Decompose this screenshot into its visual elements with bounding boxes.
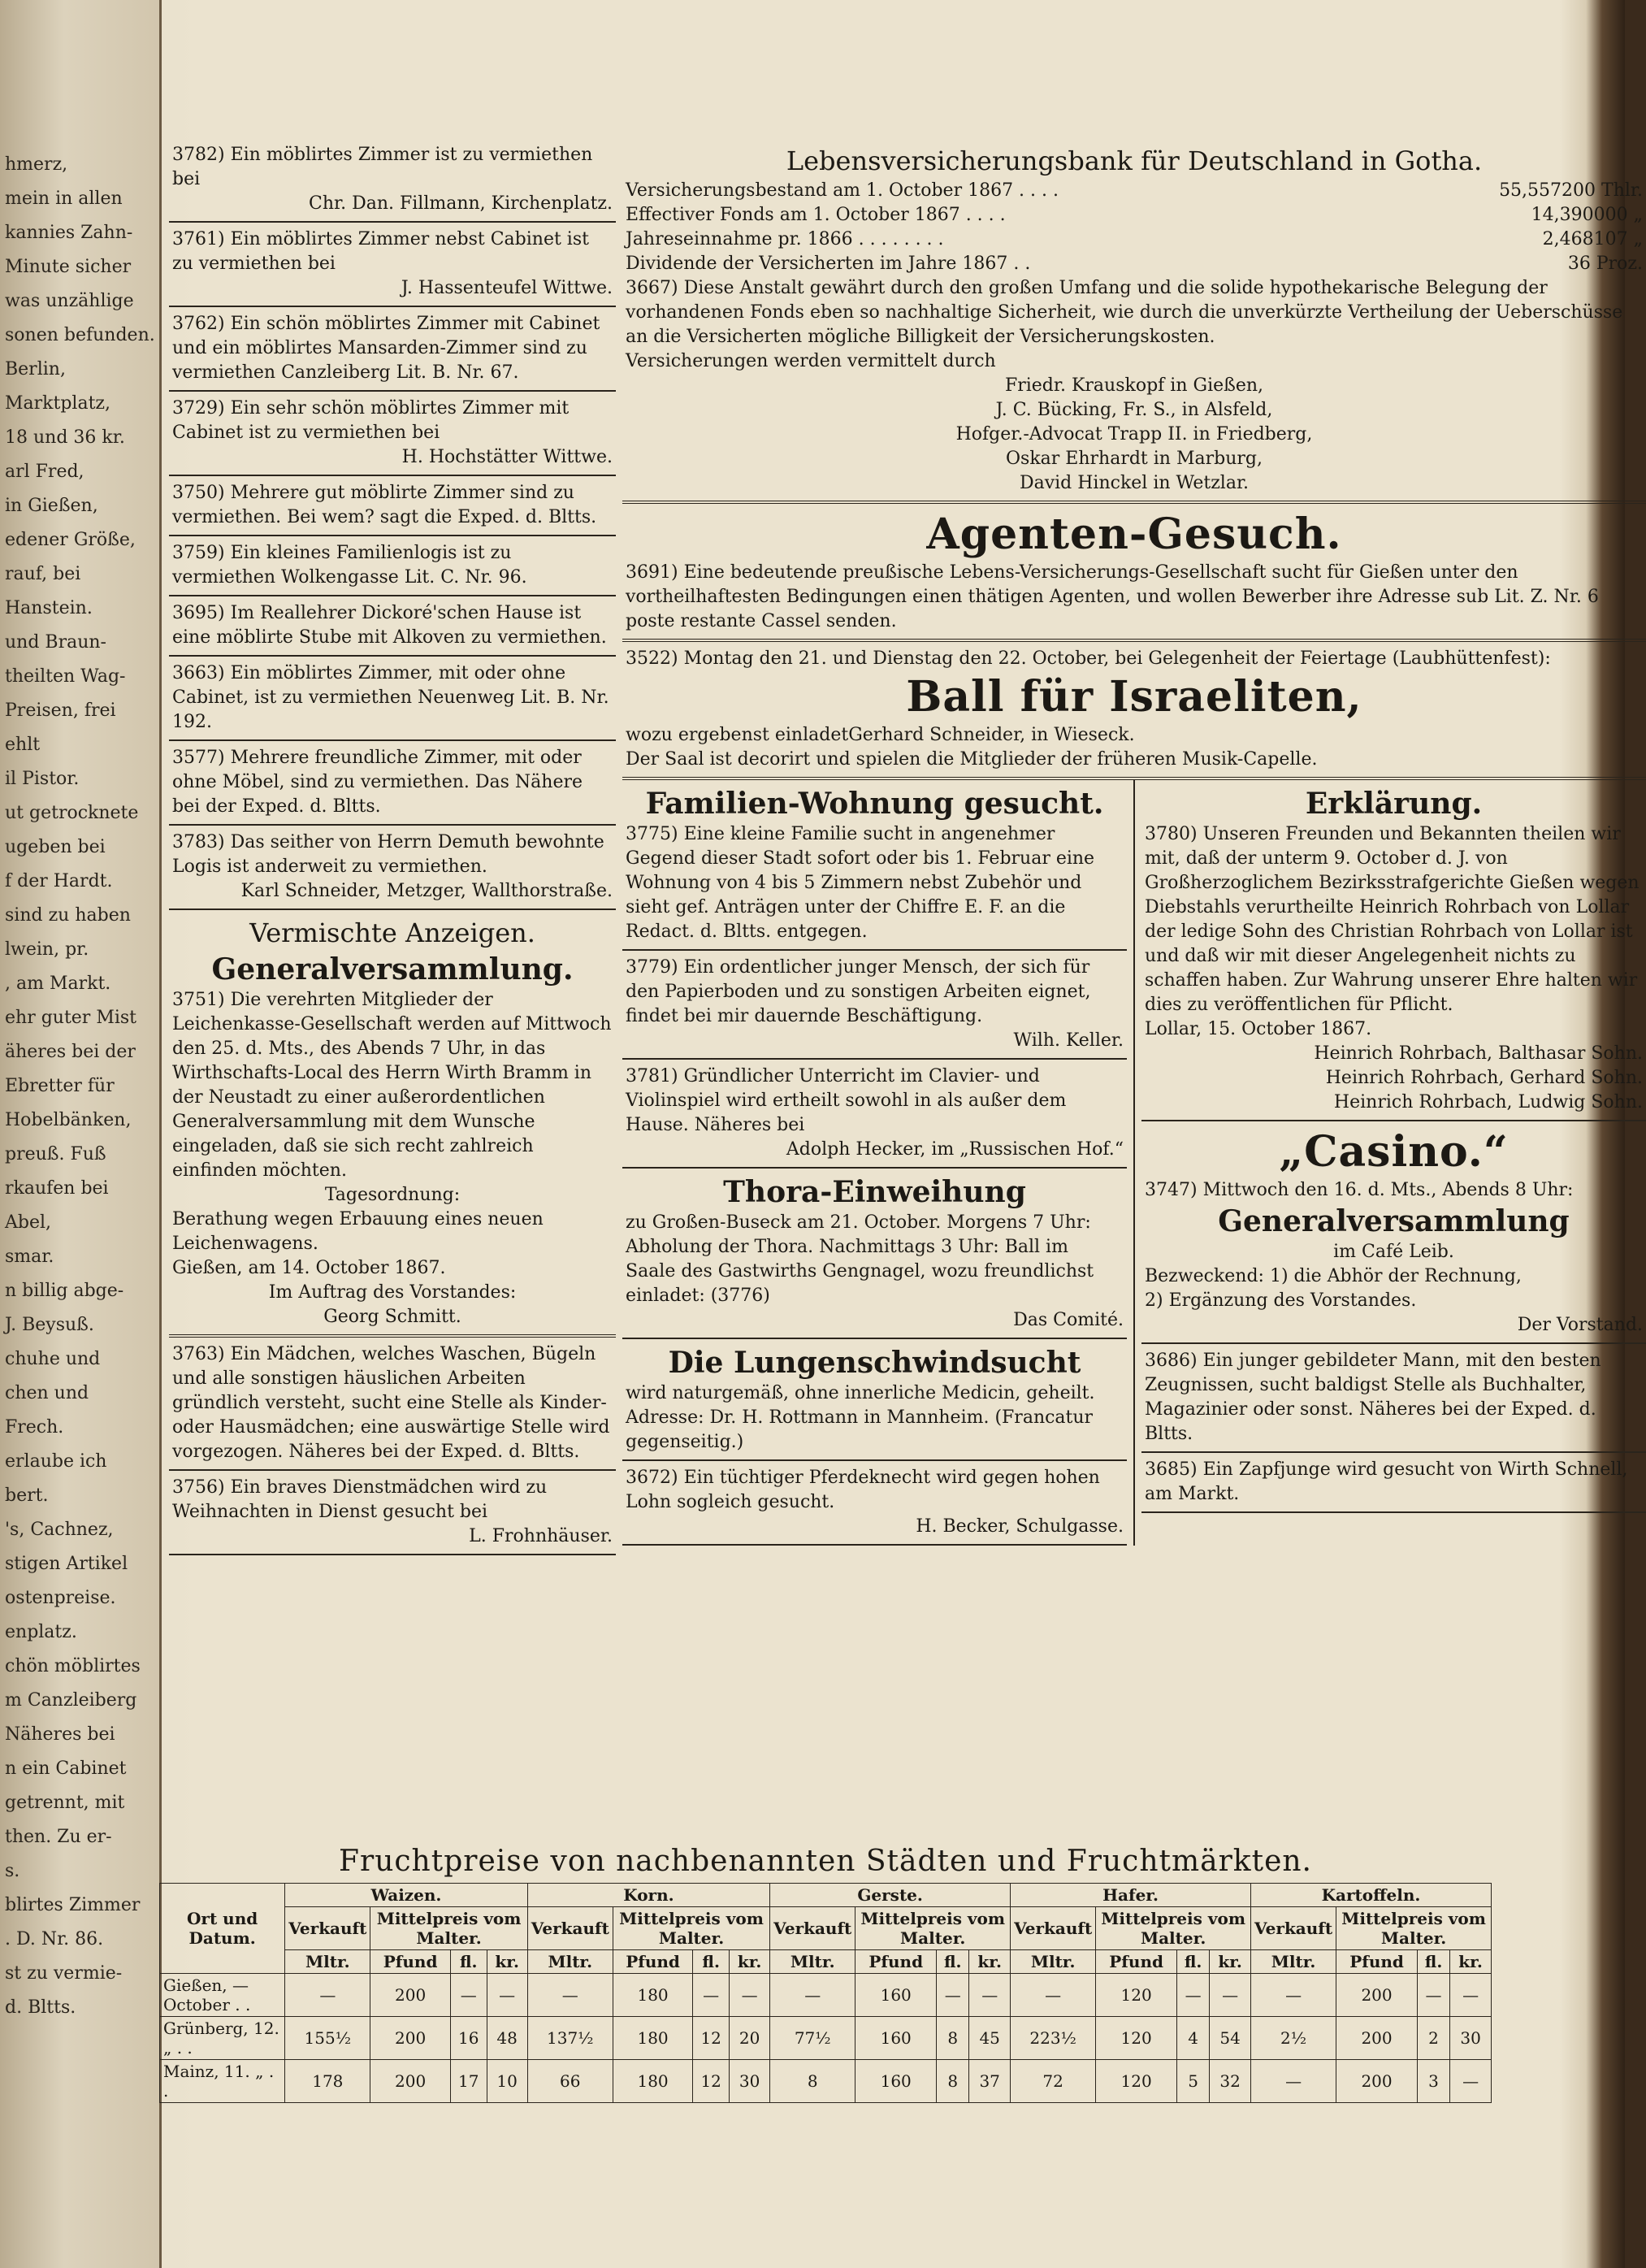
gotha-value: 14,390000 „	[1531, 205, 1643, 225]
prev-page-fragment: f der Hardt.	[5, 871, 113, 891]
gotha-label: Dividende der Versicherten im Jahre 1867 . .	[626, 254, 1031, 274]
ad-title: Thora-Einweihung	[723, 1175, 1026, 1209]
agenten-title: Agenten-Gesuch.	[926, 510, 1342, 559]
gv-title: Generalversammlung.	[211, 952, 574, 987]
price-cell: 3	[1417, 2060, 1449, 2103]
prev-page-fragment: 18 und 36 kr.	[5, 427, 125, 448]
erklaerung-signature: Heinrich Rohrbach, Balthasar Sohn.	[1314, 1043, 1643, 1064]
grain-header: Korn.	[527, 1884, 769, 1907]
grain-header: Hafer.	[1011, 1884, 1251, 1907]
gotha-row	[626, 252, 1643, 276]
unit-header-pfund: Pfund	[1096, 1950, 1177, 1974]
classified-ad	[622, 951, 1127, 1060]
classified-ad	[169, 307, 616, 392]
gotha-agent: Hofger.-Advocat Trapp II. in Friedberg,	[955, 424, 1313, 444]
price-cell: —	[1177, 1974, 1210, 2017]
price-table-title: Fruchtpreise von nachbenannten Städten und Fruchtmärkten.	[339, 1845, 1312, 1878]
prev-page-fragment: d. Bltts.	[5, 1997, 76, 2018]
prev-page-fragment: Abel,	[5, 1212, 52, 1233]
price-cell: 30	[730, 2060, 770, 2103]
classified-ad	[622, 1461, 1127, 1546]
prev-page-fragment: n ein Cabinet	[5, 1758, 127, 1779]
price-cell: 12	[693, 2060, 730, 2103]
price-cell: —	[770, 1974, 855, 2017]
classified-ad	[169, 536, 616, 596]
ad-signature: H. Becker, Schulgasse.	[916, 1516, 1124, 1537]
price-row	[160, 1974, 1492, 2017]
ort-header: Ort und Datum.	[160, 1884, 285, 1974]
gotha-ad	[622, 138, 1646, 504]
ad-text: zu Großen-Buseck am 21. October. Morgens 7 Uhr: Abholung der Thora. Nachmittags 3 Uhr: Ball im Saale des Gastwirths Gengnagel, wozu freundlichst einladet: (3776)	[626, 1212, 1094, 1306]
ad-text: 3756) Ein braves Dienstmädchen wird zu Weihnachten in Dienst gesucht bei	[172, 1477, 548, 1522]
prev-page-fragment: theilten Wag-	[5, 666, 126, 687]
price-cell: 5	[1177, 2060, 1210, 2103]
section-heading: Vermischte Anzeigen.	[249, 917, 535, 948]
gotha-value: 55,557200 Thlr.	[1499, 180, 1643, 201]
prev-page-fragment: rauf, bei	[5, 564, 81, 584]
unit-header-fl: fl.	[1417, 1950, 1449, 1974]
ad-text: 3577) Mehrere freundliche Zimmer, mit oder ohne Möbel, sind zu vermiethen. Das Nähere bei der Exped. d. Bltts.	[172, 748, 583, 817]
ad-text: 3762) Ein schön möblirtes Zimmer mit Cabinet und ein möblirtes Mansarden-Zimmer sind zu vermiethen Canzleiberg Lit. B. Nr. 67.	[172, 314, 600, 383]
classified-ad	[622, 1060, 1127, 1169]
gotha-agent: David Hinckel in Wetzlar.	[1019, 473, 1250, 493]
classified-ad	[1141, 1344, 1646, 1453]
price-cell: 200	[370, 2060, 450, 2103]
gotha-vermittelt: Versicherungen werden vermittelt durch	[626, 351, 996, 371]
classified-ad	[169, 657, 616, 741]
prev-page-fragment: Minute sicher	[5, 257, 132, 277]
prev-page-fragment: Marktplatz,	[5, 393, 110, 414]
prev-page-fragment: und Braun-	[5, 632, 106, 653]
classified-ad	[169, 596, 616, 657]
classified-ad	[169, 741, 616, 826]
gotha-label: Jahreseinnahme pr. 1866 . . . . . . . .	[626, 229, 944, 249]
unit-header-fl: fl.	[693, 1950, 730, 1974]
price-cell: —	[1251, 2060, 1336, 2103]
price-cell: 8	[770, 2060, 855, 2103]
ad-text: 3686) Ein junger gebildeter Mann, mit den besten Zeugnissen, sucht baldigst Stelle als Buchhalter, Magazinier oder sonst. Näheres bei der Exped. d. Bltts.	[1145, 1351, 1601, 1444]
mid-left-column	[622, 780, 1135, 1546]
casino-agenda: Bezweckend: 1) die Abhör der Rechnung,	[1145, 1266, 1522, 1286]
classified-ad	[622, 1169, 1127, 1339]
prev-page-fragment: stigen Artikel	[5, 1554, 128, 1574]
ad-signature: Adolph Hecker, im „Russischen Hof.“	[786, 1139, 1124, 1160]
mittelpreis-header: Mittelpreis vom Malter.	[370, 1907, 527, 1950]
ad-signature: Karl Schneider, Metzger, Wallthorstraße.	[240, 881, 613, 901]
price-table-section	[159, 1845, 1492, 2103]
price-cell: 200	[1336, 2060, 1418, 2103]
ball-text: Der Saal ist decorirt und spielen die Mitglieder der früheren Musik-Capelle.	[626, 749, 1318, 770]
unit-header-mltr: Mltr.	[1011, 1950, 1096, 1974]
gotha-title: Lebensversicherungsbank für Deutschland in Gotha.	[786, 145, 1483, 176]
prev-page-fragment: J. Beysuß.	[5, 1315, 94, 1335]
prev-page-fragment: bert.	[5, 1485, 49, 1506]
prev-page-fragment: Näheres bei	[5, 1724, 115, 1745]
price-cell: 45	[969, 2017, 1011, 2060]
price-cell: 120	[1096, 2060, 1177, 2103]
ad-signature: H. Hochstätter Wittwe.	[401, 447, 613, 467]
classified-ad	[169, 392, 616, 476]
prev-page-fragment: sind zu haben	[5, 905, 131, 926]
erklaerung-ad	[1141, 780, 1646, 1121]
prev-page-fragment: erlaube ich	[5, 1451, 107, 1472]
prev-page-fragment: ehlt	[5, 735, 41, 755]
prev-page-fragment: preuß. Fuß	[5, 1144, 106, 1164]
grain-header: Kartoffeln.	[1251, 1884, 1492, 1907]
gotha-row	[626, 179, 1643, 203]
ad-text: 3781) Gründlicher Unterricht im Clavier- und Violinspiel wird ertheilt sowohl in als außer dem Hause. Näheres bei	[626, 1066, 1067, 1135]
prev-page-fragment: mein in allen	[5, 189, 123, 209]
casino-title: „Casino.“	[1279, 1127, 1509, 1177]
ad-text: 3663) Ein möblirtes Zimmer, mit oder ohne Cabinet, ist zu vermiethen Neuenweg Lit. B. Nr. 192.	[172, 663, 609, 732]
ball-invite: wozu ergebenst einladet	[626, 725, 849, 745]
gotha-agent: Oskar Ehrhardt in Marburg,	[1006, 449, 1263, 469]
price-cell: 20	[730, 2017, 770, 2060]
prev-page-fragment: il Pistor.	[5, 769, 80, 789]
unit-header-kr: kr.	[487, 1950, 527, 1974]
prev-page-fragment: Hobelbänken,	[5, 1110, 132, 1130]
unit-header-fl: fl.	[937, 1950, 969, 1974]
price-cell: 8	[937, 2017, 969, 2060]
price-cell: 4	[1177, 2017, 1210, 2060]
prev-page-fragment: smar.	[5, 1247, 54, 1267]
verkauft-header: Verkauft	[285, 1907, 370, 1950]
casino-gv: Generalversammlung	[1218, 1204, 1570, 1238]
price-cell: 180	[613, 2017, 692, 2060]
previous-page-edge	[0, 0, 162, 2268]
ball-host: Gerhard Schneider, in Wieseck.	[848, 725, 1135, 745]
classified-ad	[169, 223, 616, 307]
prev-page-fragment: ut getrocknete	[5, 803, 139, 823]
price-cell: 120	[1096, 2017, 1177, 2060]
prev-page-fragment: was unzählige	[5, 291, 134, 311]
prev-page-fragment: chuhe und	[5, 1349, 101, 1369]
price-cell: —	[1251, 1974, 1336, 2017]
price-cell: 2	[1417, 2017, 1449, 2060]
header-row	[160, 1884, 1492, 1907]
prev-page-fragment: n billig abge-	[5, 1281, 124, 1301]
price-cell: 223½	[1011, 2017, 1096, 2060]
two-column-block	[622, 780, 1646, 1546]
ad-text: 3685) Ein Zapfjunge wird gesucht von Wirth Schnell, am Markt.	[1145, 1459, 1628, 1504]
gv-date: Gießen, am 14. October 1867.	[172, 1258, 446, 1278]
unit-header-mltr: Mltr.	[1251, 1950, 1336, 1974]
price-cell: —	[693, 1974, 730, 2017]
price-cell: 72	[1011, 2060, 1096, 2103]
classified-ad	[169, 826, 616, 910]
gotha-label: Versicherungsbestand am 1. October 1867 . . . .	[626, 180, 1059, 201]
price-cell: 160	[855, 1974, 937, 2017]
price-cell: 200	[1336, 1974, 1418, 2017]
prev-page-fragment: . D. Nr. 86.	[5, 1929, 104, 1949]
classified-ad	[622, 1339, 1127, 1461]
price-cell: 32	[1210, 2060, 1251, 2103]
price-cell: —	[285, 1974, 370, 2017]
classified-ad	[169, 476, 616, 536]
gotha-value: 2,468107 „	[1542, 229, 1643, 249]
price-cell: 200	[1336, 2017, 1418, 2060]
ad-text: wird naturgemäß, ohne innerliche Medicin, geheilt. Adresse: Dr. H. Rottmann in Mannheim. (Francatur gegenseitig.)	[626, 1383, 1095, 1452]
vermischte-section	[169, 910, 616, 1338]
ad-signature: L. Frohnhäuser.	[469, 1526, 613, 1546]
prev-page-fragment: s.	[5, 1861, 20, 1881]
subheader-row	[160, 1907, 1492, 1950]
price-cell: 8	[937, 2060, 969, 2103]
ad-signature: J. Hassenteufel Wittwe.	[401, 278, 613, 298]
unit-header-kr: kr.	[1210, 1950, 1251, 1974]
prev-page-fragment: rkaufen bei	[5, 1178, 109, 1199]
grain-header: Waizen.	[285, 1884, 527, 1907]
prev-page-fragment: in Gießen,	[5, 496, 98, 516]
gotha-value: 36 Proz.	[1567, 254, 1643, 274]
mittelpreis-header: Mittelpreis vom Malter.	[1336, 1907, 1492, 1950]
price-place: Grünberg, 12. „ . .	[160, 2017, 285, 2060]
price-cell: —	[1450, 2060, 1492, 2103]
ad-signature: Das Comité.	[1013, 1310, 1124, 1330]
price-cell: —	[450, 1974, 487, 2017]
verkauft-header: Verkauft	[1011, 1907, 1096, 1950]
price-cell: —	[1450, 1974, 1492, 2017]
right-column	[622, 138, 1646, 1546]
price-cell: 48	[487, 2017, 527, 2060]
verkauft-header: Verkauft	[527, 1907, 613, 1950]
gotha-row	[626, 203, 1643, 228]
gotha-text: 3667) Diese Anstalt gewährt durch den großen Umfang und die solide hypothekarische Belegung der vorhandenen Fonds eben so nachhaltige Sicherheit, wie durch die unverkürzte Vertheilung der Ueberschüsse an die Versicherten mögliche Billigkeit der Versicherungskosten.	[626, 278, 1623, 347]
ad-text: 3695) Im Reallehrer Dickoré'schen Hause ist eine möblirte Stube mit Alkoven zu vermiethen.	[172, 603, 607, 648]
erklaerung-signature: Heinrich Rohrbach, Gerhard Sohn.	[1325, 1068, 1643, 1088]
ad-text: 3729) Ein sehr schön möblirtes Zimmer mit Cabinet ist zu vermiethen bei	[172, 398, 570, 443]
erklaerung-text: 3780) Unseren Freunden und Bekannten theilen wir mit, daß der unterm 9. October d. J. von Großherzoglichem Bezirksstrafgerichte Gießen wegen Diebstahls verurtheilte Heinrich Rohrbach von Lollar der ledige Sohn des Christian Rohrbach von Lollar ist und daß wir mit dieser Angelegenheit nichts zu schaffen haben. Zur Wahrung unserer Ehre halten wir dies zu veröffentlichen für Pflicht.	[1145, 824, 1640, 1015]
casino-signature: Der Vorstand.	[1517, 1315, 1643, 1335]
classified-ad	[622, 780, 1127, 951]
classified-ad	[169, 1338, 616, 1471]
unit-header-kr: kr.	[730, 1950, 770, 1974]
unit-header-mltr: Mltr.	[285, 1950, 370, 1974]
price-cell: 2½	[1251, 2017, 1336, 2060]
prev-page-fragment: hmerz,	[5, 154, 68, 175]
gotha-agent: J. C. Bücking, Fr. S., in Alsfeld,	[995, 400, 1273, 420]
ad-text: 3783) Das seither von Herrn Demuth bewohnte Logis ist anderweit zu vermiethen.	[172, 832, 604, 877]
prev-page-fragment: edener Größe,	[5, 530, 136, 550]
mittelpreis-header: Mittelpreis vom Malter.	[855, 1907, 1011, 1950]
ad-title: Die Lungenschwindsucht	[668, 1346, 1081, 1380]
agenten-text: 3691) Eine bedeutende preußische Lebens-Versicherungs-Gesellschaft sucht für Gießen unter den vortheilhaftesten Bedingungen einen thätigen Agenten, und wollen Bewerber ihre Adresse sub Lit. Z. Nr. 6 poste restante Cassel senden.	[626, 562, 1599, 631]
ad-signature: Wilh. Keller.	[1013, 1030, 1124, 1051]
prev-page-fragment: sonen befunden.	[5, 325, 155, 345]
price-cell: —	[487, 1974, 527, 2017]
price-cell: —	[527, 1974, 613, 2017]
prev-page-fragment: Ebretter für	[5, 1076, 115, 1096]
grain-header: Gerste.	[770, 1884, 1011, 1907]
gotha-row	[626, 228, 1643, 252]
price-cell: 16	[450, 2017, 487, 2060]
price-cell: 30	[1450, 2017, 1492, 2060]
gotha-agent: Friedr. Krauskopf in Gießen,	[1004, 375, 1264, 396]
gotha-label: Effectiver Fonds am 1. October 1867 . . . .	[626, 205, 1006, 225]
prev-page-fragment: blirtes Zimmer	[5, 1895, 141, 1915]
verkauft-header: Verkauft	[1251, 1907, 1336, 1950]
gv-text: 3751) Die verehrten Mitglieder der Leichenkasse-Gesellschaft werden auf Mittwoch den 25. d. Mts., des Abends 7 Uhr, in das Wirthschafts-Local des Herrn Wirth Bramm in der Neustadt zu einer außerordentlichen Generalversammlung mit dem Wunsche eingeladen, daß sie sich recht zahlreich einfinden möchten.	[172, 990, 612, 1181]
unit-header-kr: kr.	[1450, 1950, 1492, 1974]
ad-text: 3759) Ein kleines Familienlogis ist zu vermiethen Wolkengasse Lit. C. Nr. 96.	[172, 543, 527, 588]
casino-place: im Café Leib.	[1333, 1242, 1454, 1262]
price-place: Gießen, — October . .	[160, 1974, 285, 2017]
ad-text: 3672) Ein tüchtiger Pferdeknecht wird gegen hohen Lohn sogleich gesucht.	[626, 1468, 1100, 1512]
ad-text: 3763) Ein Mädchen, welches Waschen, Bügeln und alle sonstigen häuslichen Arbeiten gründlich versteht, sucht eine Stelle als Kinder- oder Hausmädchen; eine auswärtige Stelle wird vorgezogen. Näheres bei der Exped. d. Bltts.	[172, 1344, 610, 1462]
prev-page-fragment: kannies Zahn-	[5, 223, 133, 243]
newspaper-page	[159, 0, 1643, 2268]
prev-page-fragment: chen und	[5, 1383, 89, 1403]
price-cell: 180	[613, 1974, 692, 2017]
ball-ad	[622, 642, 1646, 780]
prev-page-fragment: m Canzleiberg	[5, 1690, 137, 1711]
prev-page-fragment: 's, Cachnez,	[5, 1520, 114, 1540]
price-cell: 66	[527, 2060, 613, 2103]
price-cell: —	[1210, 1974, 1251, 2017]
price-cell: 200	[370, 1974, 450, 2017]
ball-invite-row	[626, 723, 1643, 748]
agenda-title: Tagesordnung:	[324, 1185, 461, 1205]
agenda-text: Berathung wegen Erbauung eines neuen Leichenwagens.	[172, 1209, 544, 1254]
prev-page-fragment: Berlin,	[5, 359, 66, 379]
verkauft-header: Verkauft	[770, 1907, 855, 1950]
prev-page-fragment: ugeben bei	[5, 837, 106, 857]
price-cell: 12	[693, 2017, 730, 2060]
prev-page-fragment: Frech.	[5, 1417, 64, 1438]
price-cell: —	[937, 1974, 969, 2017]
gv-auftrag: Im Auftrag des Vorstandes:	[268, 1282, 517, 1303]
ad-text: 3775) Eine kleine Familie sucht in angenehmer Gegend dieser Stadt sofort oder bis 1. Februar eine Wohnung von 4 bis 5 Zimmern nebst Zubehör und sieht gef. Anträgen unter der Chiffre E. F. an die Redact. d. Bltts. entgegen.	[626, 824, 1095, 942]
agenten-ad	[622, 504, 1646, 642]
prev-page-fragment: getrennt, mit	[5, 1793, 125, 1813]
price-cell: 137½	[527, 2017, 613, 2060]
price-cell: 178	[285, 2060, 370, 2103]
unit-header-fl: fl.	[450, 1950, 487, 1974]
price-cell: 37	[969, 2060, 1011, 2103]
unit-header-pfund: Pfund	[1336, 1950, 1418, 1974]
casino-ad	[1141, 1121, 1646, 1344]
prev-page-fragment: chön möblirtes	[5, 1656, 141, 1676]
classified-ad	[169, 138, 616, 223]
ad-title: Familien-Wohnung gesucht.	[645, 787, 1104, 821]
erklaerung-signature: Heinrich Rohrbach, Ludwig Sohn.	[1333, 1092, 1643, 1112]
prev-page-fragment: lwein, pr.	[5, 939, 89, 960]
classified-ad	[1141, 1453, 1646, 1513]
ad-text: 3750) Mehrere gut möblirte Zimmer sind zu vermiethen. Bei wem? sagt die Exped. d. Bltts.	[172, 483, 597, 527]
price-cell: 17	[450, 2060, 487, 2103]
erklaerung-title: Erklärung.	[1305, 787, 1483, 821]
price-cell: —	[730, 1974, 770, 2017]
price-row	[160, 2017, 1492, 2060]
classified-ad	[169, 1471, 616, 1555]
prev-page-fragment: ostenpreise.	[5, 1588, 116, 1608]
unit-row	[160, 1950, 1492, 1974]
price-cell: 54	[1210, 2017, 1251, 2060]
mittelpreis-header: Mittelpreis vom Malter.	[1096, 1907, 1251, 1950]
price-row	[160, 2060, 1492, 2103]
price-cell: 10	[487, 2060, 527, 2103]
price-cell: —	[969, 1974, 1011, 2017]
ball-intro: 3522) Montag den 21. und Dienstag den 22. October, bei Gelegenheit der Feiertage (Laubhüttenfest):	[626, 648, 1551, 669]
ball-title: Ball für Israeliten,	[906, 672, 1362, 722]
unit-header-pfund: Pfund	[613, 1950, 692, 1974]
ad-signature: Chr. Dan. Fillmann, Kirchenplatz.	[309, 193, 613, 214]
unit-header-pfund: Pfund	[370, 1950, 450, 1974]
prev-page-fragment: enplatz.	[5, 1622, 77, 1642]
casino-text: 3747) Mittwoch den 16. d. Mts., Abends 8 Uhr:	[1145, 1180, 1574, 1200]
gv-signature: Georg Schmitt.	[323, 1307, 461, 1327]
price-cell: 160	[855, 2017, 937, 2060]
prev-page-fragment: then. Zu er-	[5, 1827, 112, 1847]
left-column	[169, 138, 616, 1555]
price-cell: —	[1417, 1974, 1449, 2017]
unit-header-fl: fl.	[1177, 1950, 1210, 1974]
price-cell: 120	[1096, 1974, 1177, 2017]
unit-header-mltr: Mltr.	[770, 1950, 855, 1974]
price-place: Mainz, 11. „ . .	[160, 2060, 285, 2103]
unit-header-pfund: Pfund	[855, 1950, 937, 1974]
ad-text: 3779) Ein ordentlicher junger Mensch, der sich für den Papierboden und zu sonstigen Arbeiten eignet, findet bei mir dauernde Beschäftigung.	[626, 957, 1091, 1026]
mid-right-column	[1135, 780, 1646, 1546]
price-cell: 180	[613, 2060, 692, 2103]
mittelpreis-header: Mittelpreis vom Malter.	[613, 1907, 769, 1950]
prev-page-fragment: äheres bei der	[5, 1042, 136, 1062]
price-cell: 77½	[770, 2017, 855, 2060]
prev-page-fragment: st zu vermie-	[5, 1963, 123, 1984]
casino-agenda: 2) Ergänzung des Vorstandes.	[1145, 1290, 1417, 1311]
price-cell: 200	[370, 2017, 450, 2060]
prev-page-fragment: ehr guter Mist	[5, 1008, 137, 1028]
prev-page-fragment: arl Fred,	[5, 462, 84, 482]
erklaerung-date: Lollar, 15. October 1867.	[1145, 1019, 1372, 1039]
price-cell: 160	[855, 2060, 937, 2103]
prev-page-fragment: , am Markt.	[5, 974, 111, 994]
prev-page-fragment: Preisen, frei	[5, 700, 116, 721]
unit-header-mltr: Mltr.	[527, 1950, 613, 1974]
ad-text: 3782) Ein möblirtes Zimmer ist zu vermiethen bei	[172, 145, 593, 189]
prev-page-fragment: Hanstein.	[5, 598, 93, 618]
price-table	[159, 1883, 1492, 2103]
price-cell: —	[1011, 1974, 1096, 2017]
ad-text: 3761) Ein möblirtes Zimmer nebst Cabinet ist zu vermiethen bei	[172, 229, 589, 274]
price-cell: 155½	[285, 2017, 370, 2060]
unit-header-kr: kr.	[969, 1950, 1011, 1974]
